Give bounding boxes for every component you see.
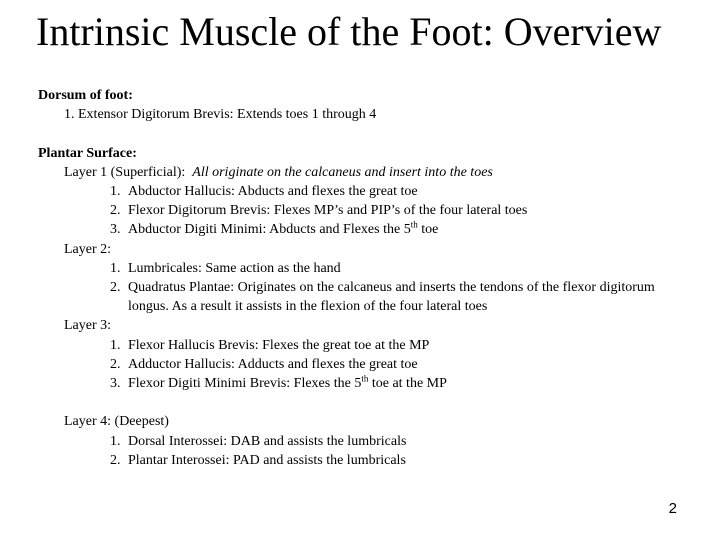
list-item: 2. Adductor Hallucis: Adducts and flexes the great toe bbox=[110, 356, 418, 372]
layer3-label: Layer 3: bbox=[64, 318, 112, 334]
page-number: 2 bbox=[668, 500, 677, 517]
dorsum-heading: Dorsum of foot: bbox=[38, 88, 133, 103]
layer2-label: Layer 2: bbox=[64, 241, 112, 257]
list-item: 2. Quadratus Plantae: Originates on the calcaneus and inserts the tendons of the flexor digitorum longus. As a result it assists in the flexion of the four lateral toes bbox=[110, 280, 655, 315]
list-item: 1. Flexor Hallucis Brevis: Flexes the great toe at the MP bbox=[110, 337, 430, 353]
list-item: 3. Abductor Digiti Minimi: Abducts and Flexes the 5th toe bbox=[110, 219, 439, 238]
layer1-title: Layer 1 (Superficial): bbox=[64, 164, 186, 180]
list-item: 1. Lumbricales: Same action as the hand bbox=[110, 260, 341, 276]
slide-title: Intrinsic Muscle of the Foot: Overview bbox=[36, 9, 662, 54]
slide-body bbox=[38, 86, 698, 470]
layer4-label: Layer 4: (Deepest) bbox=[64, 414, 169, 430]
list-item: 1. Abductor Hallucis: Abducts and flexes the great toe bbox=[110, 184, 418, 199]
list-item: 2. Flexor Digitorum Brevis: Flexes MP’s and PIP’s of the four lateral toes bbox=[110, 203, 528, 219]
list-item: 2. Plantar Interossei: PAD and assists the lumbricals bbox=[110, 452, 406, 468]
layer1-label bbox=[38, 163, 698, 182]
layer1-note: All originate on the calcaneus and insert into the toes bbox=[192, 164, 493, 180]
plantar-heading: Plantar Surface: bbox=[38, 145, 137, 161]
list-item: 1. Dorsal Interossei: DAB and assists the lumbricals bbox=[110, 433, 407, 449]
dorsum-item: 1. Extensor Digitorum Brevis: Extends toes 1 through 4 bbox=[64, 107, 377, 123]
list-item: 3. Flexor Digiti Minimi Brevis: Flexes the 5th toe at the MP bbox=[110, 373, 447, 392]
